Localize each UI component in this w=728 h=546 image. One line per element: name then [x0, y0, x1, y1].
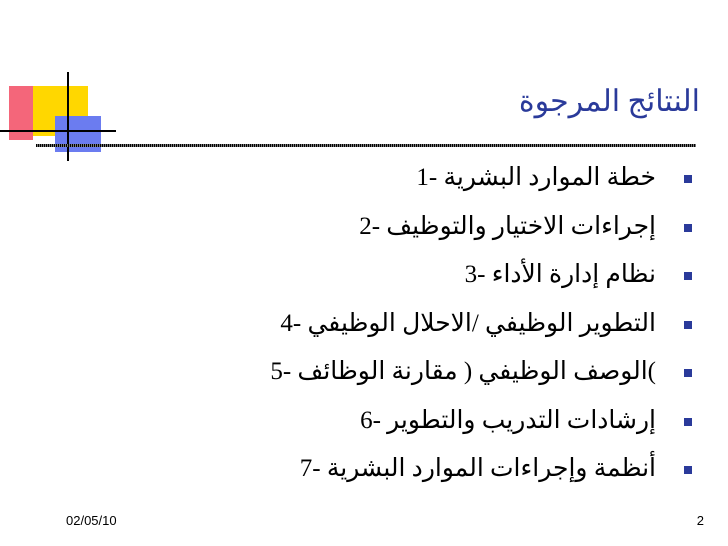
list-item-text: نظام إدارة الأداء -3 — [464, 261, 656, 288]
list-item — [270, 445, 656, 494]
square-bullet-icon — [684, 466, 692, 474]
list-item — [270, 203, 656, 252]
square-bullet-icon — [684, 321, 692, 329]
square-bullet-icon — [684, 418, 692, 426]
list-item-text: خطة الموارد البشرية -1 — [416, 164, 656, 191]
list-item-text: إرشادات التدريب والتطوير -6 — [360, 406, 656, 434]
list-item-text: إجراءات الاختيار والتوظيف -2 — [359, 212, 656, 240]
list-item — [270, 251, 656, 300]
list-item-text: أنظمة وإجراءات الموارد البشرية -7 — [299, 455, 656, 482]
square-bullet-icon — [684, 224, 692, 232]
list-item — [270, 154, 656, 203]
list-item-text: التطوير الوظيفي /الاحلال الوظيفي -4 — [280, 309, 656, 337]
title-divider — [36, 144, 696, 147]
slide-title: النتائج المرجوة — [518, 85, 700, 118]
square-bullet-icon — [684, 369, 692, 377]
list-item — [270, 348, 656, 397]
page-number: 2 — [696, 513, 704, 528]
list-item — [270, 397, 656, 446]
list-item-text: )الوصف الوظيفي ( مقارنة الوظائف -5 — [270, 358, 656, 385]
square-bullet-icon — [684, 272, 692, 280]
outcomes-list — [270, 154, 656, 494]
slide-date: 02/05/10 — [66, 513, 117, 528]
list-item — [270, 300, 656, 349]
square-bullet-icon — [684, 175, 692, 183]
